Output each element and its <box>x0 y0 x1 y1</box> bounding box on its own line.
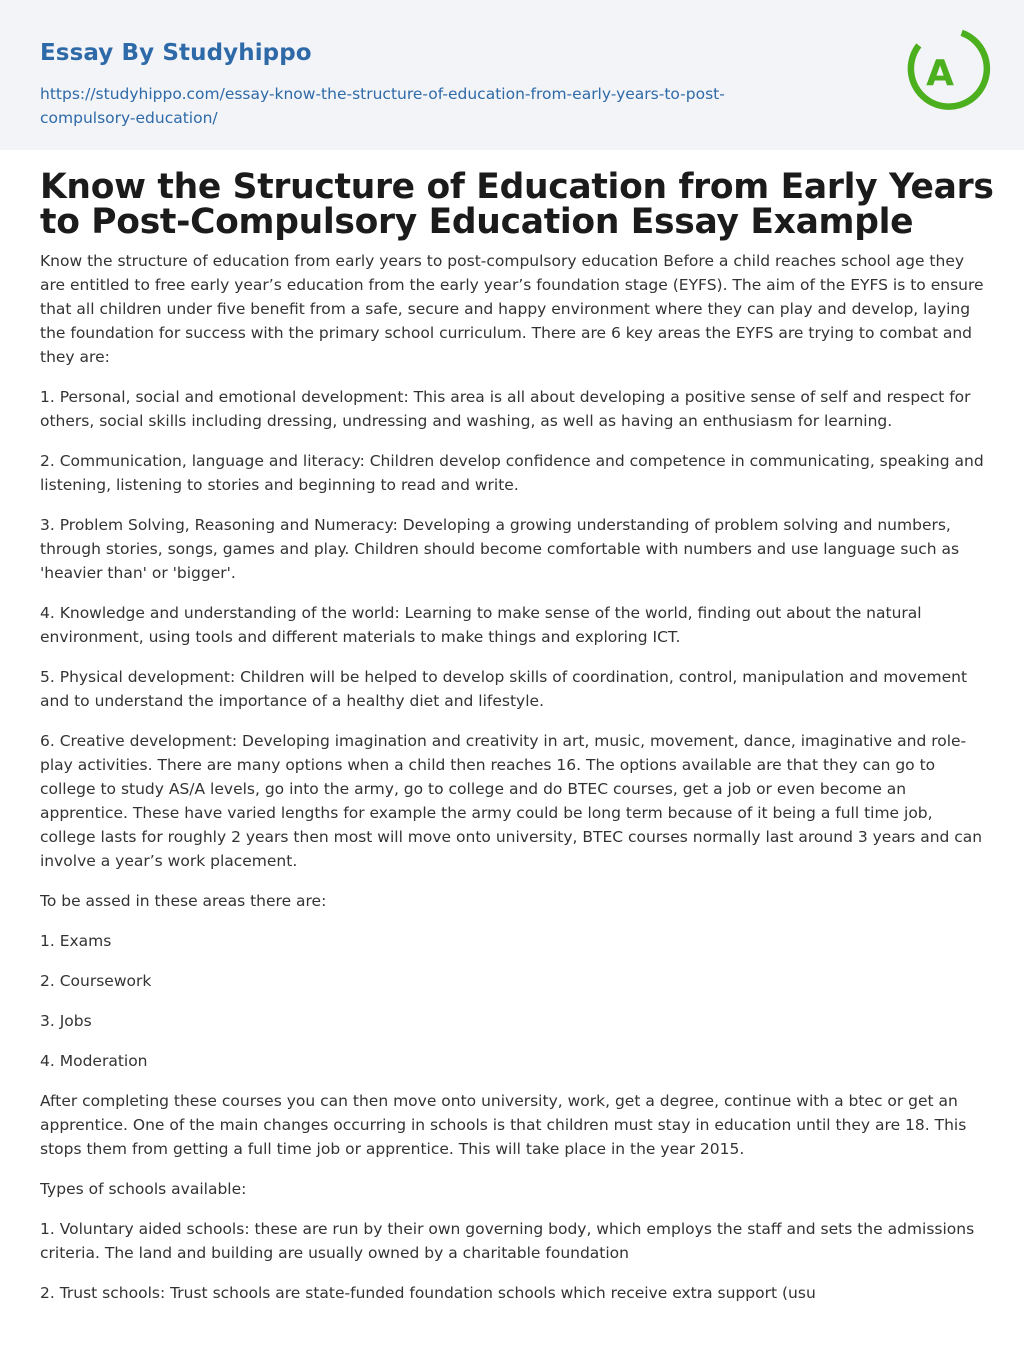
essay-title: Know the Structure of Education from Early Years to Post-Compulsory Education Essay Example <box>40 167 994 242</box>
essay-paragraph: 4. Moderation <box>40 1052 148 1070</box>
page-header <box>0 0 1024 150</box>
essay-paragraph: 3. Problem Solving, Reasoning and Numeracy: Developing a growing understanding of problem solving and numbers, through stories, songs, games and play. Children should become comfortable with numbers and use language such as 'heavier than' or 'bigger'. <box>40 516 960 582</box>
essay-paragraph: Types of schools available: <box>40 1180 247 1198</box>
essay-paragraph: 4. Knowledge and understanding of the world: Learning to make sense of the world, finding out about the natural environment, using tools and different materials to make things and exploring ICT. <box>40 604 922 646</box>
essay-paragraph: 3. Jobs <box>40 1012 92 1030</box>
essay-paragraph: 1. Personal, social and emotional development: This area is all about developing a positive sense of self and respect for others, social skills including dressing, undressing and washing, as well as having an enthusiasm for learning. <box>40 388 971 430</box>
essay-url-line-2: compulsory-education/ <box>40 109 218 127</box>
essay-paragraph: 2. Trust schools: Trust schools are state-funded foundation schools which receive extra support (usu <box>40 1284 816 1302</box>
site-brand[interactable]: Essay By Studyhippo <box>40 40 312 66</box>
essay-paragraph: 1. Voluntary aided schools: these are run by their own governing body, which employs the staff and sets the admissions criteria. The land and building are usually owned by a charitable foundation <box>40 1220 975 1262</box>
essay-paragraph: Know the structure of education from early years to post-compulsory education Before a child reaches school age they are entitled to free early year’s education from the early year’s foundation stage (EYFS). The aim of the EYFS is to ensure that all children under five benefit from a safe, secure and happy environment where they can play and develop, laying the foundation for success with the primary school curriculum. There are 6 key areas the EYFS are trying to combat and they are: <box>40 252 984 366</box>
essay-paragraph: 2. Coursework <box>40 972 152 990</box>
essay-paragraph: 1. Exams <box>40 932 112 950</box>
essay-paragraph: After completing these courses you can then move onto university, work, get a degree, continue with a btec or get an apprentice. One of the main changes occurring in schools is that children must stay in education until they are 18. This stops them from getting a full time job or apprentice. This will take place in the year 2015. <box>40 1092 967 1158</box>
essay-url-link[interactable] <box>40 82 800 130</box>
essay-paragraph: 2. Communication, language and literacy: Children develop confidence and competence in communicating, speaking and listening, listening to stories and beginning to read and write. <box>40 452 984 494</box>
essay-url-line-1: https://studyhippo.com/essay-know-the-structure-of-education-from-early-years-to-post- <box>40 85 725 103</box>
essay-body <box>40 249 984 1321</box>
studyhippo-logo-icon[interactable] <box>906 24 996 120</box>
essay-paragraph: 5. Physical development: Children will be helped to develop skills of coordination, control, manipulation and movement and to understand the importance of a healthy diet and lifestyle. <box>40 668 968 710</box>
essay-paragraph: To be assed in these areas there are: <box>40 892 327 910</box>
logo-letter: A <box>926 53 954 94</box>
essay-paragraph: 6. Creative development: Developing imagination and creativity in art, music, movement, dance, imaginative and role-play activities. There are many options when a child then reaches 16. The options available are that they can go to college to study AS/A levels, go into the army, go to college and do BTEC courses, get a job or even become an apprentice. These have varied lengths for example the army could be long term because of it being a full time job, college lasts for roughly 2 years then most will move onto university, BTEC courses normally last around 3 years and can involve a year’s work placement. <box>40 732 983 870</box>
